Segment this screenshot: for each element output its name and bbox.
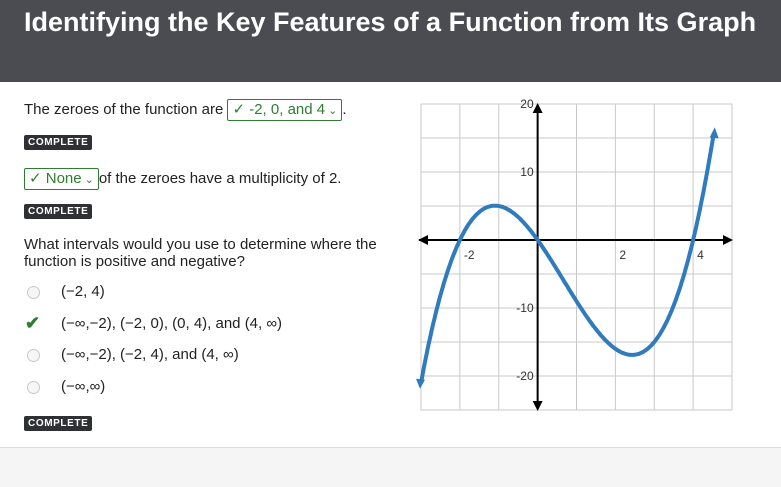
page-title: Identifying the Key Features of a Function from Its Graph [24, 7, 757, 37]
chevron-down-icon: ⌄ [328, 105, 338, 117]
option-1-label[interactable]: (−2, 4) [61, 283, 105, 300]
x-tick-label: -2 [463, 248, 475, 262]
y-tick-label: -20 [516, 369, 534, 383]
option-4-label[interactable]: (−∞,∞) [61, 378, 106, 395]
y-tick-label: -10 [516, 301, 534, 315]
question-1-prefix: The zeroes of the function are [24, 100, 224, 118]
question-2-suffix: of the zeroes have a multiplicity of 2. [98, 169, 342, 187]
option-2-label[interactable]: (−∞,−2), (−2, 0), (0, 4), and (4, ∞) [61, 315, 283, 332]
status-badge-complete-2: COMPLETE [24, 204, 92, 219]
check-icon: ✓ [232, 101, 246, 118]
check-icon: ✓ [29, 170, 42, 187]
zeroes-dropdown-value: -2, 0, and 4 [249, 101, 326, 118]
footer-bar [0, 447, 781, 487]
x-tick-label: 4 [697, 248, 704, 262]
multiplicity-dropdown-value: None [45, 170, 82, 187]
chevron-down-icon: ⌄ [84, 174, 94, 186]
option-3-label[interactable]: (−∞,−2), (−2, 4), and (4, ∞) [61, 346, 239, 363]
x-tick-label: 2 [619, 248, 627, 262]
selected-check-icon[interactable]: ✔ [25, 313, 41, 333]
status-badge-complete-1: COMPLETE [24, 135, 92, 150]
y-tick-label: 20 [520, 97, 534, 111]
question-3-prompt: What intervals would you use to determine where the function is positive and negative? [24, 236, 377, 270]
question-1-suffix: . [342, 100, 347, 118]
y-tick-label: 10 [520, 165, 534, 179]
status-badge-complete-3: COMPLETE [24, 416, 92, 431]
